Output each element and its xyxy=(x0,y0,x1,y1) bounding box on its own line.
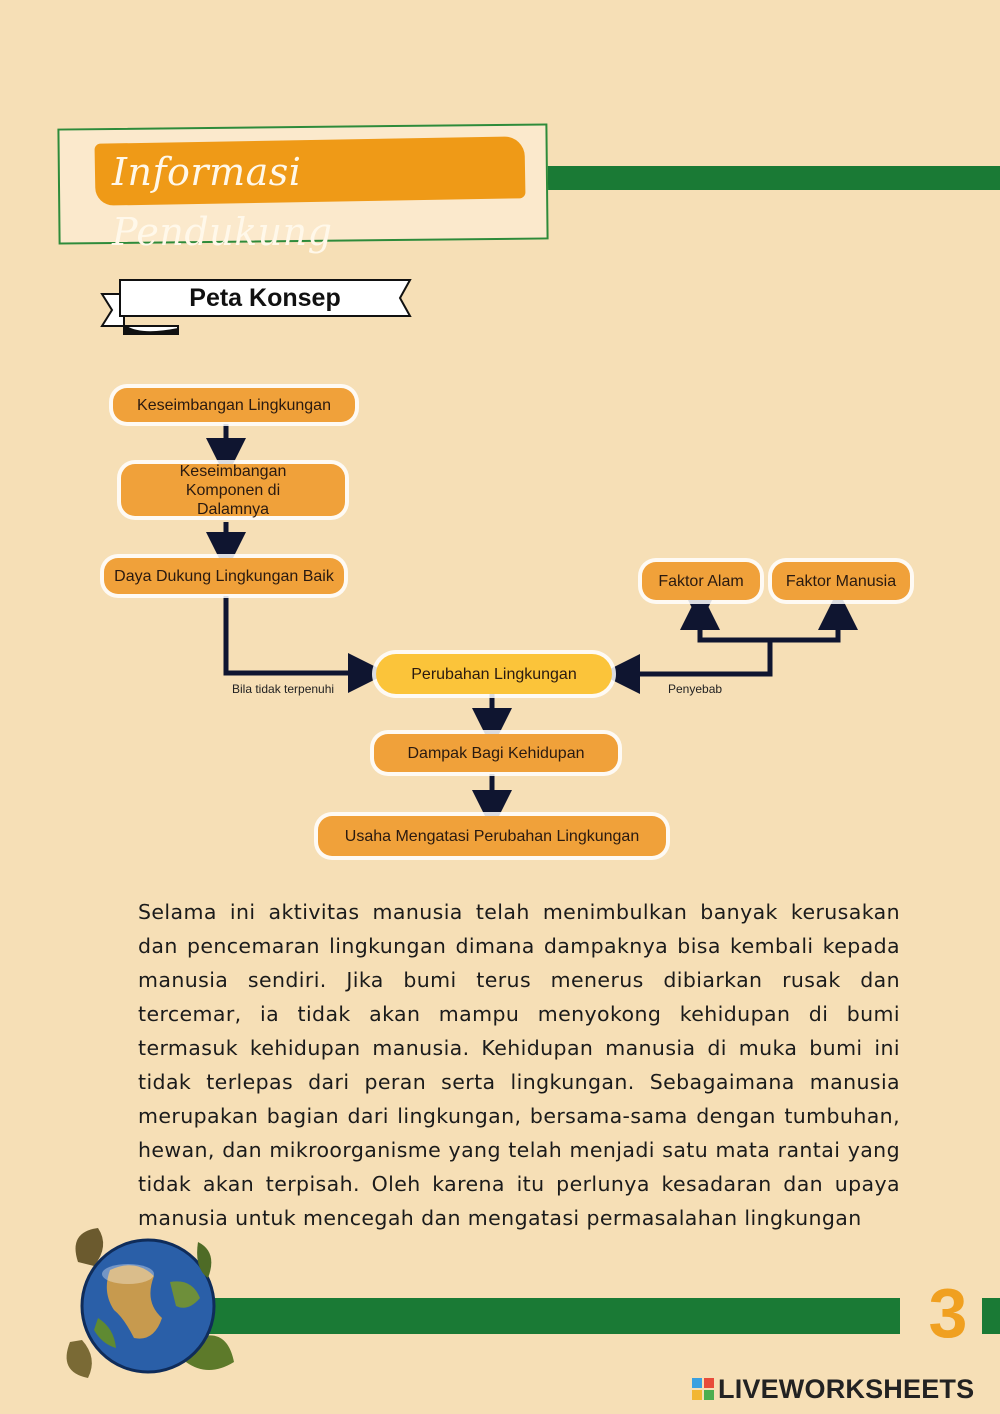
node-faktor-manusia: Faktor Manusia xyxy=(772,562,910,600)
page-number: 3 xyxy=(928,1274,968,1352)
brand-logo xyxy=(692,1372,974,1406)
node-keseimbangan-lingkungan: Keseimbangan Lingkungan xyxy=(113,388,355,422)
edge-label-bila-tidak: Bila tidak terpenuhi xyxy=(232,682,335,696)
connector-faktor-alam xyxy=(700,604,770,640)
node-usaha: Usaha Mengatasi Perubahan Lingkungan xyxy=(318,816,666,856)
footer-green-bar xyxy=(160,1298,900,1334)
edge-label-penyebab: Penyebab xyxy=(668,682,723,696)
arrow-daya-to-perubahan xyxy=(226,596,368,673)
section-label: Peta Konsep xyxy=(189,284,341,312)
footer-green-bar-end xyxy=(982,1298,1000,1334)
node-daya-dukung: Daya Dukung Lingkungan Baik xyxy=(104,558,344,594)
brand-name: LIVEWORKSHEETS xyxy=(718,1373,975,1404)
node-faktor-alam: Faktor Alam xyxy=(642,562,760,600)
page-title: Informasi Pendukung xyxy=(112,150,333,254)
node-keseimbangan-komponen: Keseimbangan Komponen di Dalamnya xyxy=(121,464,345,516)
body-paragraph: Selama ini aktivitas manusia telah menimbulkan banyak kerusakan dan pencemaran lingkungan dimana dampaknya bisa kembali kepada manusia sendiri. Jika bumi terus menerus dibiarkan rusak dan tercemar, ia tidak akan mampu menyokong kehidupan di bumi termasuk kehidupan manusia. Kehidupan manusia di muka bumi ini tidak terlepas dari peran serta lingkungan. Sebagaimana manusia merupakan bagian dari lingkungan, bersama-sama dengan tumbuhan, hewan, dan mikroorganisme yang telah menjadi satu mata rantai yang tidak akan terpisah. Oleh karena itu perlunya kesadaran dan upaya manusia untuk mencegah dan mengatasi permasalahan lingkungan xyxy=(138,900,900,1230)
globe-with-trees-icon xyxy=(58,1222,238,1382)
liveworksheets-icon xyxy=(692,1378,714,1400)
connector-faktor-manusia xyxy=(770,604,838,640)
node-perubahan-lingkungan: Perubahan Lingkungan xyxy=(376,654,612,694)
node-dampak: Dampak Bagi Kehidupan xyxy=(374,734,618,772)
arrow-penyebab-to-perubahan xyxy=(620,640,770,674)
